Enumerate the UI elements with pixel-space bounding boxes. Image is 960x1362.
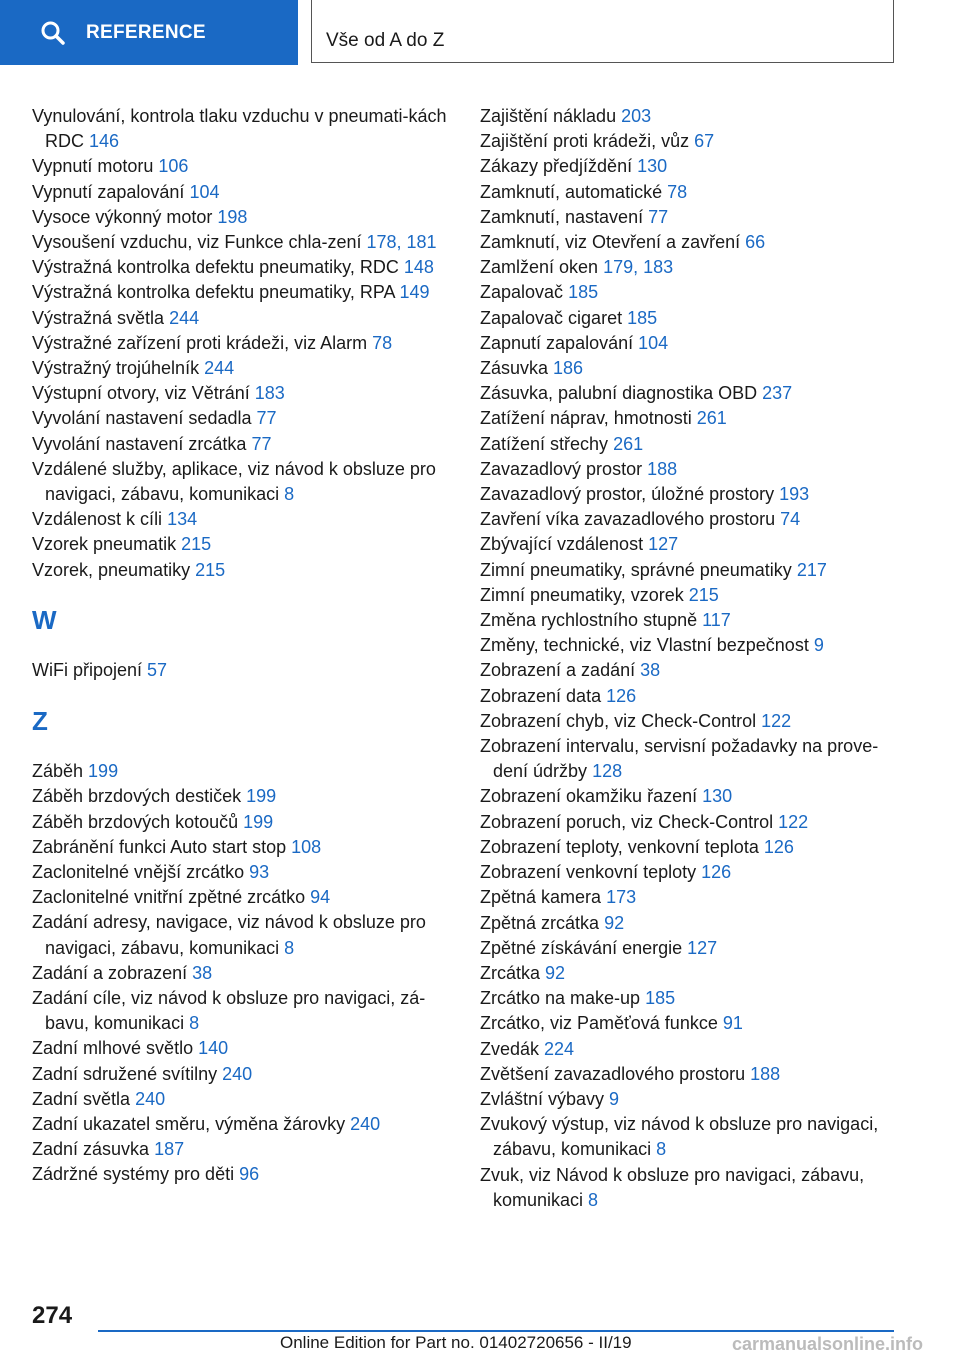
index-entry — [32, 432, 452, 457]
entry-term: Zamknutí, viz Otevření a zavření — [480, 232, 746, 253]
entry-term: Zádržné systémy pro děti — [32, 1164, 240, 1185]
entry-term: Zadání a zobrazení — [32, 962, 193, 983]
index-entry — [480, 306, 900, 331]
index-entry — [480, 1112, 900, 1162]
index-entry — [32, 658, 452, 683]
index-entry — [32, 457, 452, 507]
index-entry — [32, 1137, 452, 1162]
entry-page-link[interactable]: 185 — [645, 988, 676, 1009]
index-entry — [480, 986, 900, 1011]
entry-page-link[interactable]: 217 — [796, 559, 827, 580]
index-entry — [32, 961, 452, 986]
entry-term: Zpětná zrcátka — [480, 912, 605, 933]
entry-page-link[interactable]: 179, 183 — [603, 257, 674, 278]
entry-term: Zaclonitelné vnitřní zpětné zrcátko — [32, 887, 311, 908]
entry-term: Záběh brzdových kotoučů — [32, 811, 244, 832]
entry-term: Změny, technické, viz Vlastní bezpečnost — [480, 635, 814, 656]
index-entry — [480, 1163, 900, 1213]
index-entry — [480, 255, 900, 280]
entry-page-link[interactable]: 215 — [688, 584, 719, 605]
entry-term: Zatížení náprav, hmotnosti — [480, 408, 697, 429]
entry-page-link[interactable]: 127 — [648, 534, 679, 555]
entry-term: Výstražná kontrolka defektu pneumatiky, RPA — [32, 282, 400, 303]
index-entry — [480, 961, 900, 986]
entry-term: Změna rychlostního stupně — [480, 610, 703, 631]
entry-page-link[interactable]: 126 — [606, 685, 637, 706]
entry-page-link[interactable]: 78 — [667, 181, 688, 202]
entry-page-link[interactable]: 78 — [372, 332, 393, 353]
entry-page-link[interactable]: 9 — [813, 635, 824, 656]
entry-term: Zobrazení chyb, viz Check-Control — [480, 710, 762, 731]
entry-term: Zobrazení intervalu, servisní požadavky na prove-dení údržby — [480, 736, 879, 782]
index-entry — [480, 406, 900, 431]
entry-page-link[interactable]: 186 — [553, 358, 584, 379]
entry-page-link[interactable]: 9 — [609, 1088, 620, 1109]
index-entry — [32, 1112, 452, 1137]
entry-page-link[interactable]: 183 — [254, 383, 285, 404]
entry-page-link[interactable]: 92 — [545, 962, 566, 983]
entry-term: Zobrazení teploty, venkovní teplota — [480, 836, 764, 857]
entry-page-link[interactable]: 240 — [350, 1114, 381, 1135]
index-entry — [32, 406, 452, 431]
entry-term: Zajištění proti krádeži, vůz — [480, 131, 695, 152]
index-entry — [32, 1087, 452, 1112]
index-entry — [32, 1062, 452, 1087]
entry-term: Zvedák — [480, 1038, 545, 1059]
entry-term: Vyvolání nastavení sedadla — [32, 408, 257, 429]
entry-term: Zadní ukazatel směru, výměna žárovky — [32, 1114, 351, 1135]
entry-page-link[interactable]: 244 — [204, 358, 235, 379]
index-entry — [480, 180, 900, 205]
entry-term: Zobrazení poruch, viz Check-Control — [480, 811, 779, 832]
entry-term: Výstražná kontrolka defektu pneumatiky, RDC — [32, 257, 404, 278]
entry-term: Zimní pneumatiky, správné pneumatiky — [480, 559, 797, 580]
index-entry — [480, 331, 900, 356]
index-entry — [480, 205, 900, 230]
index-entry — [480, 885, 900, 910]
index-entry — [480, 911, 900, 936]
entry-page-link[interactable]: 199 — [243, 811, 274, 832]
entry-page-link[interactable]: 74 — [780, 509, 801, 530]
entry-term: Záběh brzdových destiček — [32, 786, 247, 807]
entry-page-link[interactable]: 96 — [239, 1164, 260, 1185]
entry-page-link[interactable]: 240 — [135, 1088, 166, 1109]
entry-page-link[interactable]: 67 — [694, 131, 715, 152]
index-entry — [480, 230, 900, 255]
index-entry — [32, 381, 452, 406]
entry-page-link[interactable]: 94 — [310, 887, 331, 908]
entry-page-link[interactable]: 224 — [544, 1038, 575, 1059]
index-entry — [480, 734, 900, 784]
index-entry — [32, 784, 452, 809]
index-entry — [480, 936, 900, 961]
index-entry — [32, 104, 452, 154]
search-icon — [40, 20, 66, 46]
index-entry — [480, 104, 900, 129]
index-group-v — [32, 104, 452, 583]
index-entry — [480, 1087, 900, 1112]
entry-term: Zapnutí zapalování — [480, 332, 639, 353]
entry-term: Zásuvka — [480, 358, 554, 379]
watermark-logo: carmanualsonline.info — [732, 1334, 924, 1354]
index-entry — [480, 457, 900, 482]
entry-page-link[interactable]: 38 — [192, 962, 213, 983]
index-entry — [480, 558, 900, 583]
footer-rule — [98, 1330, 894, 1332]
index-entry — [32, 154, 452, 179]
index-entry — [32, 860, 452, 885]
index-entry — [32, 1162, 452, 1187]
entry-term: Výstupní otvory, viz Větrání — [32, 383, 255, 404]
entry-term: Zpětné získávání energie — [480, 937, 688, 958]
entry-page-link[interactable]: 8 — [284, 937, 295, 958]
entry-page-link[interactable]: 187 — [154, 1139, 185, 1160]
index-entry — [32, 180, 452, 205]
index-entry — [32, 835, 452, 860]
entry-page-link[interactable]: 57 — [147, 660, 168, 681]
entry-term: Vysoce výkonný motor — [32, 206, 218, 227]
entry-page-link[interactable]: 130 — [637, 156, 668, 177]
entry-page-link[interactable]: 8 — [588, 1189, 599, 1210]
entry-page-link[interactable]: 117 — [702, 610, 731, 631]
entry-page-link[interactable]: 127 — [687, 937, 718, 958]
entry-page-link[interactable]: 261 — [696, 408, 727, 429]
entry-term: Výstražná světla — [32, 307, 170, 328]
index-entry — [480, 810, 900, 835]
entry-term: Zrcátko, viz Paměťová funkce — [480, 1013, 723, 1034]
index-entry — [32, 910, 452, 960]
entry-page-link[interactable]: 8 — [656, 1139, 667, 1160]
entry-page-link[interactable]: 199 — [88, 761, 119, 782]
entry-term: Vzorek, pneumatiky — [32, 559, 196, 580]
entry-term: Zobrazení data — [480, 685, 607, 706]
entry-term: Zadní sdružené svítilny — [32, 1063, 223, 1084]
index-entry — [480, 608, 900, 633]
index-entry — [32, 885, 452, 910]
entry-term: Vyvolání nastavení zrcátka — [32, 433, 252, 454]
index-entry — [480, 583, 900, 608]
index-entry — [480, 784, 900, 809]
entry-page-link[interactable]: 188 — [750, 1063, 781, 1084]
entry-term: Výstražné zařízení proti krádeži, viz Alarm — [32, 332, 373, 353]
entry-page-link[interactable]: 185 — [568, 282, 599, 303]
index-letter-w: W — [32, 605, 57, 636]
entry-term: Zbývající vzdálenost — [480, 534, 649, 555]
index-entry — [480, 507, 900, 532]
entry-term: Zrcátka — [480, 962, 546, 983]
entry-page-link[interactable]: 122 — [778, 811, 809, 832]
entry-page-link[interactable]: 237 — [762, 383, 793, 404]
entry-term: Zadní zásuvka — [32, 1139, 155, 1160]
entry-page-link[interactable]: 128 — [592, 761, 623, 782]
entry-page-link[interactable]: 148 — [403, 257, 434, 278]
entry-page-link[interactable]: 126 — [763, 836, 794, 857]
entry-term: Vypnutí motoru — [32, 156, 159, 177]
index-entry — [480, 154, 900, 179]
entry-page-link[interactable]: 261 — [613, 433, 644, 454]
section-title: Vše od A do Z — [326, 30, 445, 51]
entry-term: Zákazy předjíždění — [480, 156, 638, 177]
section-header — [311, 0, 894, 63]
entry-page-link[interactable]: 203 — [621, 106, 652, 126]
index-entry — [32, 356, 452, 381]
entry-term: Zobrazení okamžiku řazení — [480, 786, 703, 807]
entry-page-link[interactable]: 199 — [246, 786, 277, 807]
index-entry — [480, 280, 900, 305]
entry-page-link[interactable]: 185 — [627, 307, 658, 328]
entry-term: Zvukový výstup, viz návod k obsluze pro navigaci, zábavu, komunikaci — [480, 1114, 879, 1160]
entry-term: Zapalovač cigaret — [480, 307, 628, 328]
index-entry — [480, 860, 900, 885]
index-entry — [480, 432, 900, 457]
entry-term: Zamlžení oken — [480, 257, 604, 278]
entry-term: Zadání cíle, viz návod k obsluze pro navigaci, zá-bavu, komunikaci — [32, 988, 426, 1034]
entry-term: Zavření víka zavazadlového prostoru — [480, 509, 781, 530]
entry-page-link[interactable]: 198 — [217, 206, 248, 227]
index-entry — [480, 1011, 900, 1036]
entry-page-link[interactable]: 104 — [189, 181, 220, 202]
index-entry — [32, 558, 452, 583]
entry-page-link[interactable]: 134 — [167, 509, 198, 530]
entry-term: WiFi připojení — [32, 660, 148, 681]
entry-term: Zobrazení a zadání — [480, 660, 641, 681]
entry-term: Zatížení střechy — [480, 433, 614, 454]
index-entry — [480, 356, 900, 381]
entry-term: Zavazadlový prostor — [480, 458, 648, 479]
entry-page-link[interactable]: 106 — [158, 156, 189, 177]
entry-page-link[interactable]: 215 — [195, 559, 226, 580]
index-entry — [32, 507, 452, 532]
edition-text: Online Edition for Part no. 01402720656 - II/19 — [280, 1333, 632, 1352]
index-entry — [32, 306, 452, 331]
entry-page-link[interactable]: 173 — [606, 887, 637, 908]
entry-page-link[interactable]: 104 — [638, 332, 669, 353]
entry-term: Zamknutí, nastavení — [480, 206, 649, 227]
entry-term: Zamknutí, automatické — [480, 181, 668, 202]
index-entry — [480, 633, 900, 658]
entry-term: Zpětná kamera — [480, 887, 607, 908]
entry-term: Zadní mlhové světlo — [32, 1038, 199, 1059]
entry-page-link[interactable]: 178, 181 — [366, 232, 437, 253]
entry-term: Zavazadlový prostor, úložné prostory — [480, 484, 780, 505]
entry-term: Zvětšení zavazadlového prostoru — [480, 1063, 751, 1084]
entry-term: Vysoušení vzduchu, viz Funkce chla-zení — [32, 232, 367, 253]
index-entry — [480, 129, 900, 154]
entry-page-link[interactable]: 92 — [604, 912, 625, 933]
index-entry — [480, 532, 900, 557]
index-entry — [480, 1037, 900, 1062]
entry-page-link[interactable]: 193 — [779, 484, 810, 505]
entry-page-link[interactable]: 140 — [198, 1038, 229, 1059]
entry-page-link[interactable]: 130 — [702, 786, 733, 807]
index-entry — [32, 532, 452, 557]
entry-page-link[interactable]: 188 — [647, 458, 678, 479]
index-entry — [32, 280, 452, 305]
index-group-w — [32, 658, 452, 683]
entry-term: Zásuvka, palubní diagnostika OBD — [480, 383, 763, 404]
index-entry — [480, 658, 900, 683]
entry-page-link[interactable]: 66 — [745, 232, 766, 253]
entry-term: Zadní světla — [32, 1088, 136, 1109]
entry-page-link[interactable]: 77 — [256, 408, 277, 429]
reference-label: REFERENCE — [86, 21, 206, 43]
entry-term: Zimní pneumatiky, vzorek — [480, 584, 689, 605]
index-letter-z: Z — [32, 706, 48, 737]
index-entry — [32, 255, 452, 280]
index-group-z — [32, 759, 452, 1187]
entry-term: Zrcátko na make-up — [480, 988, 646, 1009]
entry-page-link[interactable]: 122 — [761, 710, 792, 731]
entry-term: Záběh — [32, 761, 89, 782]
page-number: 274 — [32, 1302, 73, 1329]
entry-page-link[interactable]: 38 — [640, 660, 661, 681]
index-column-left — [32, 104, 452, 1188]
entry-term: Vynulování, kontrola tlaku vzduchu v pneumati-kách RDC — [32, 106, 447, 152]
entry-page-link[interactable]: 146 — [89, 131, 120, 152]
entry-page-link[interactable]: 215 — [181, 534, 212, 555]
entry-term: Výstražný trojúhelník — [32, 358, 205, 379]
index-entry — [32, 810, 452, 835]
entry-page-link[interactable]: 108 — [291, 836, 322, 857]
entry-page-link[interactable]: 77 — [251, 433, 272, 454]
entry-page-link[interactable]: 126 — [701, 862, 732, 883]
entry-term: Zabránění funkci Auto start stop — [32, 836, 292, 857]
index-entry — [32, 331, 452, 356]
entry-term: Zadání adresy, navigace, viz návod k obsluze pro navigaci, zábavu, komunikaci — [32, 912, 426, 958]
index-entry — [480, 835, 900, 860]
index-column-right — [480, 104, 900, 1213]
entry-page-link[interactable]: 91 — [722, 1013, 743, 1034]
reference-search-tab[interactable] — [0, 0, 298, 65]
index-entry — [480, 381, 900, 406]
index-entry — [32, 205, 452, 230]
index-entry — [480, 1062, 900, 1087]
index-group-z-continued — [480, 104, 900, 1213]
entry-term: Vzorek pneumatik — [32, 534, 182, 555]
index-entry — [32, 1036, 452, 1061]
entry-page-link[interactable]: 240 — [222, 1063, 253, 1084]
index-entry — [32, 759, 452, 784]
entry-term: Vypnutí zapalování — [32, 181, 190, 202]
entry-term: Vzdálené služby, aplikace, viz návod k obsluze pro navigaci, zábavu, komunikaci — [32, 458, 436, 505]
index-entry — [480, 482, 900, 507]
entry-term: Zvláštní výbavy — [480, 1088, 610, 1109]
entry-page-link[interactable]: 93 — [249, 862, 270, 883]
entry-term: Vzdálenost k cíli — [32, 509, 168, 530]
entry-page-link[interactable]: 77 — [648, 206, 669, 227]
entry-term: Zapalovač — [480, 282, 569, 303]
entry-term: Zajištění nákladu — [480, 106, 622, 126]
entry-term: Zaclonitelné vnější zrcátko — [32, 862, 250, 883]
entry-page-link[interactable]: 244 — [169, 307, 200, 328]
entry-term: Zvuk, viz Návod k obsluze pro navigaci, zábavu, komunikaci — [480, 1164, 865, 1210]
index-entry — [32, 230, 452, 255]
entry-page-link[interactable]: 8 — [284, 484, 295, 505]
index-entry — [480, 684, 900, 709]
index-entry — [32, 986, 452, 1036]
index-entry — [480, 709, 900, 734]
entry-page-link[interactable]: 8 — [189, 1013, 200, 1034]
entry-page-link[interactable]: 149 — [399, 282, 430, 303]
entry-term: Zobrazení venkovní teploty — [480, 862, 702, 883]
